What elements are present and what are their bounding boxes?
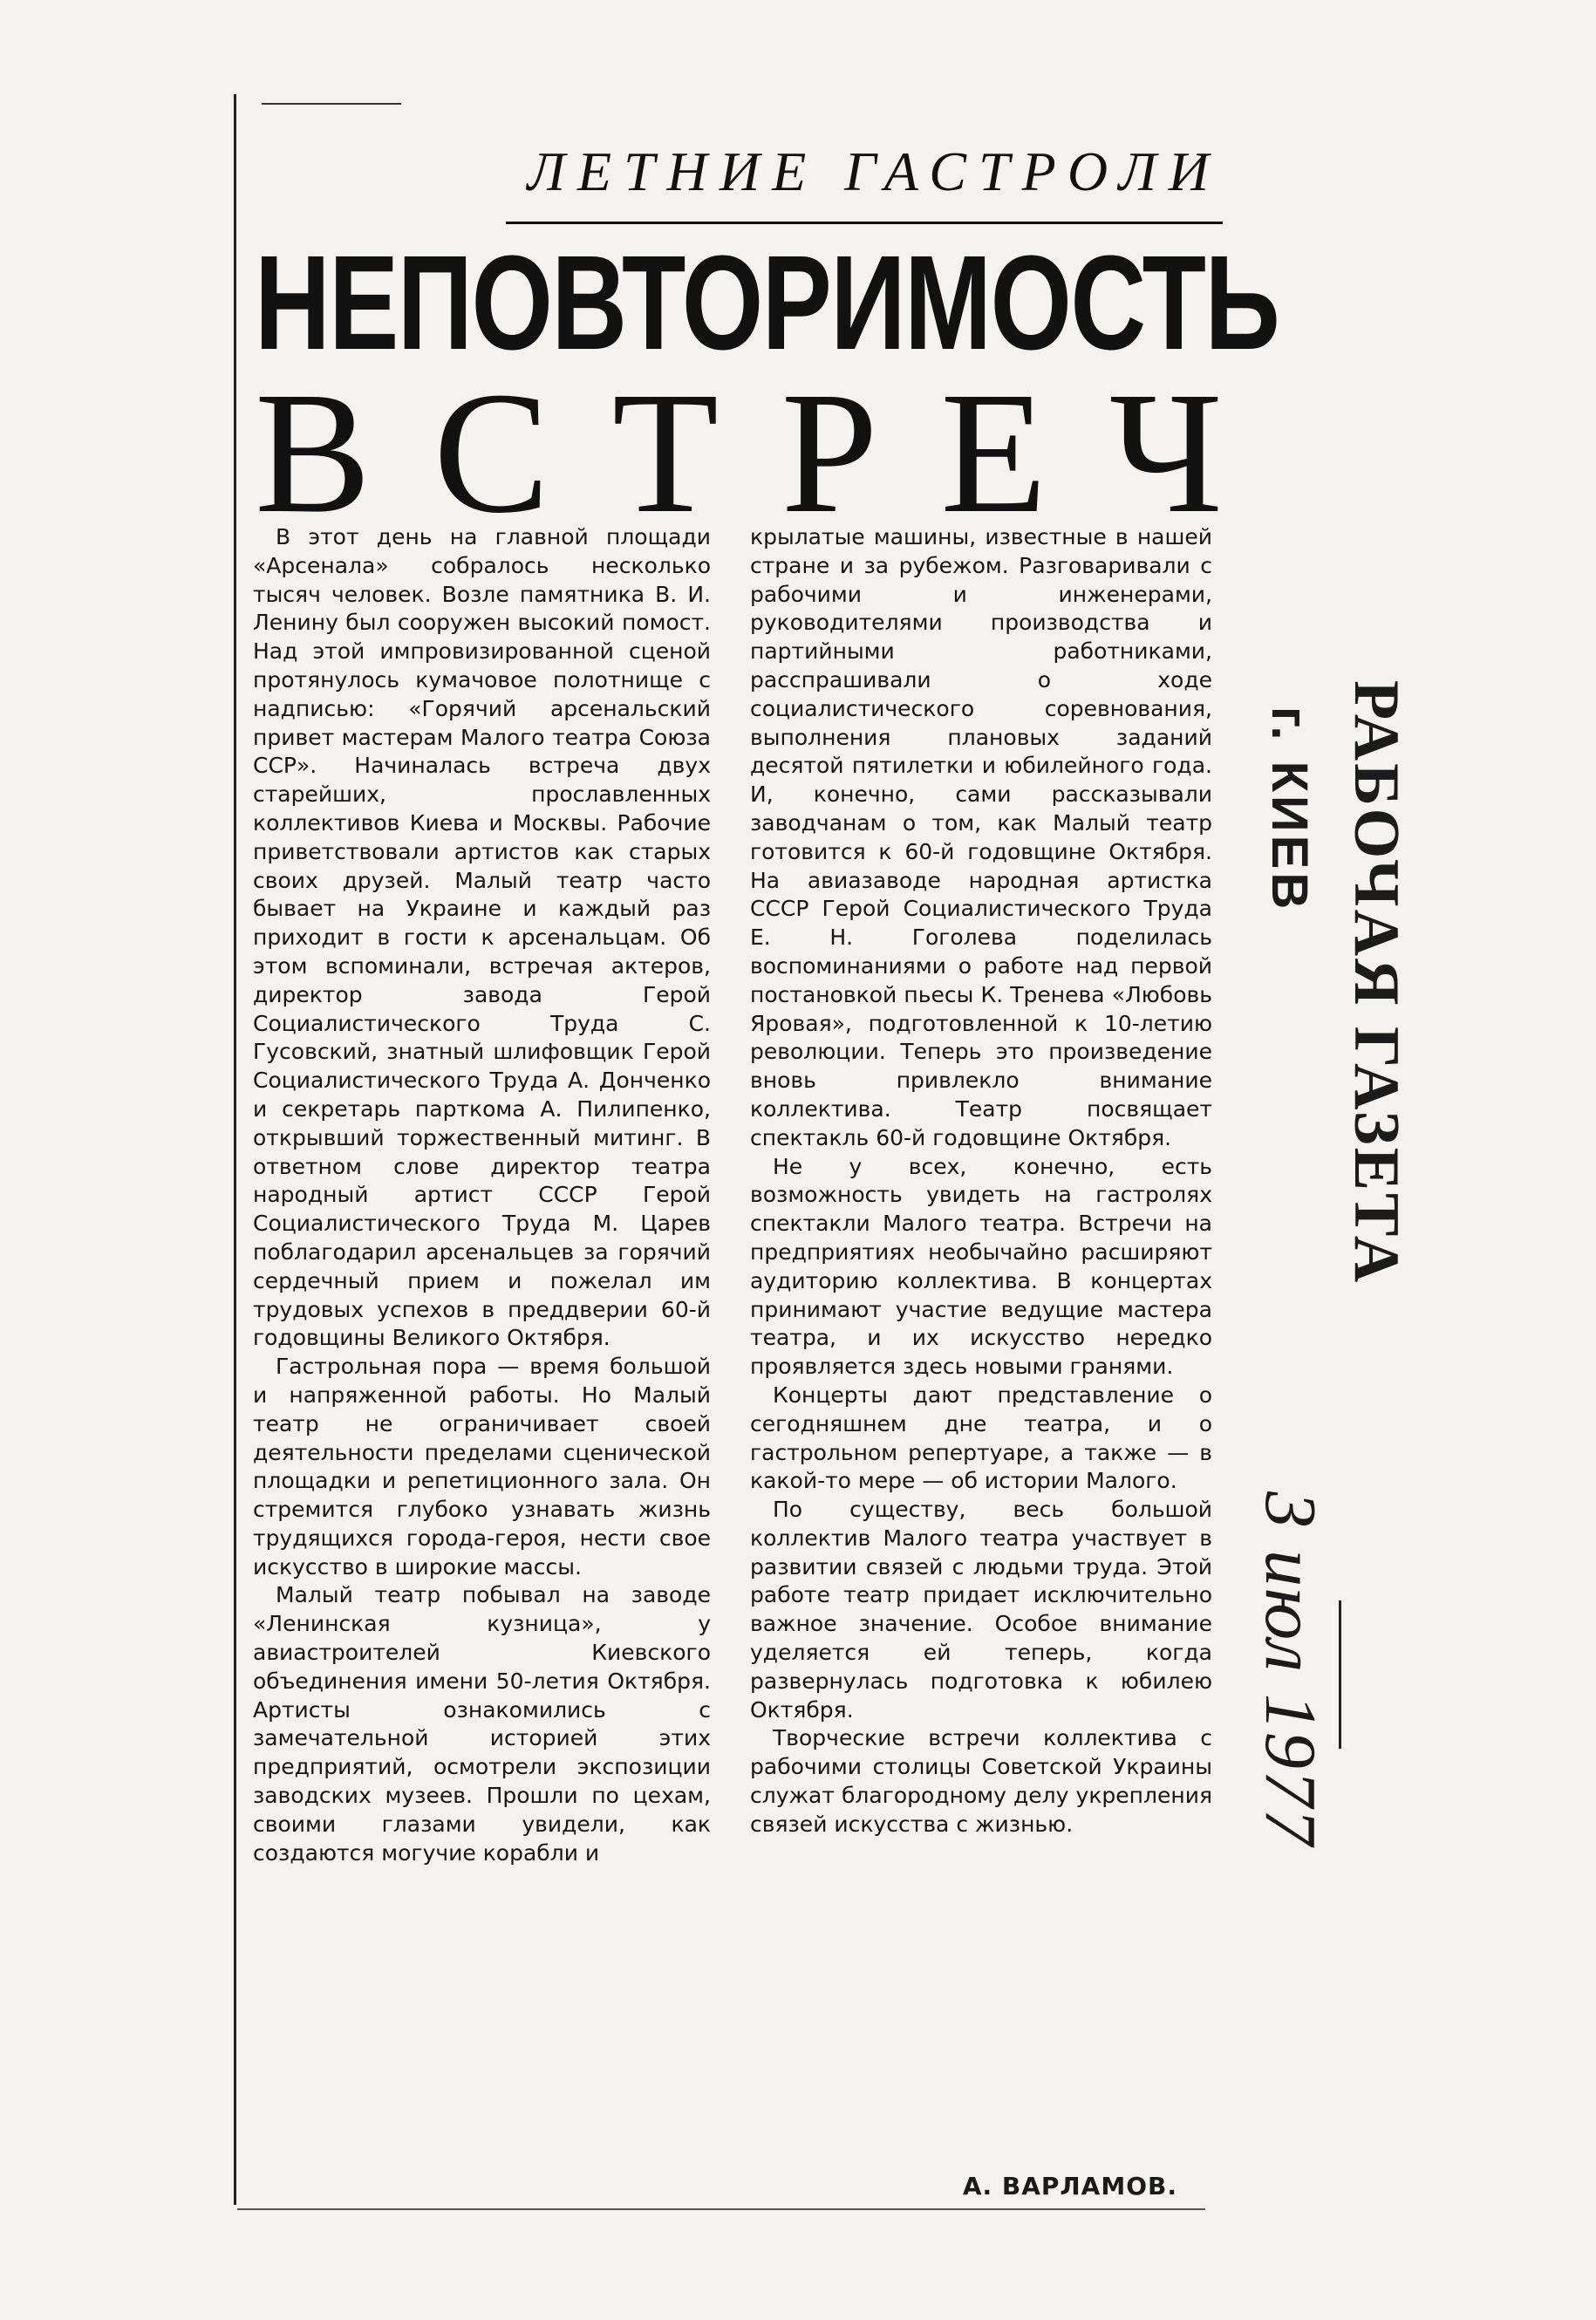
paragraph: Малый театр побывал на заводе «Ленинская кузница», у авиастроителей Киевского объединения имени 50-летия Октября. Артисты ознакомились с замечательной историей этих предприятий, осмотрели экспозиции заводских музеев. Прошли по цехам, своими глазами увидели, как создаются могучие корабли и xyxy=(253,1582,711,1866)
stamp-city: г. КИЕВ xyxy=(1261,706,1318,913)
clipping-left-border xyxy=(234,94,236,2205)
headline-line-2 xyxy=(255,357,1223,549)
article-column-left xyxy=(253,523,711,1867)
stamp-date-underline xyxy=(1339,1600,1341,1749)
paragraph: Гастрольная пора — время большой и напряженной работы. Но Малый театр не ограничивает своей деятельности пределами сценической площадки и репетиционного зала. Он стремится глубоко узнавать жизнь трудящихся города-героя, нести свое искусство в широкие массы. xyxy=(253,1354,711,1580)
headline-letter: С xyxy=(433,357,550,549)
headline-letter: Е xyxy=(940,357,1047,549)
stamp-newspaper-name: РАБОЧАЯ ГАЗЕТА xyxy=(1340,680,1412,1286)
author-signature: А. ВАРЛАМОВ. xyxy=(962,2172,1177,2201)
headline-letter: Р xyxy=(781,357,878,549)
rubric-heading: ЛЕТНИЕ ГАСТРОЛИ xyxy=(527,140,1221,202)
paragraph: Концерты дают представление о сегодняшнем дне театра, и о гастрольном репертуаре, а также — в какой-то мере — об истории Малого. xyxy=(750,1382,1212,1494)
paragraph: Не у всех, конечно, есть возможность увидеть на гастролях спектакли Малого театра. Встречи на предприятиях необычайно расширяют аудиторию коллектива. В концертах принимают участие ведущие мастера театра, и их искусство нередко проявляется здесь новыми гранями. xyxy=(750,1153,1212,1380)
paragraph: По существу, весь большой коллектив Малого театра участвует в развитии связей с людьми труда. Этой работе театр придает исключительно важное значение. Особое внимание уделяется ей теперь, когда развернулась подготовка к юбилею Октября. xyxy=(750,1497,1212,1723)
stamp-date: 3 июл 1977 xyxy=(1250,1491,1331,1847)
paragraph: Творческие встречи коллектива с рабочими столицы Советской Украины служат благородному делу укрепления связей искусства с жизнью. xyxy=(750,1725,1212,1837)
headline-letter: Ч xyxy=(1108,357,1223,549)
clipping-bottom-border xyxy=(237,2208,1205,2210)
paragraph-continued: крылатые машины, известные в нашей стране и за рубежом. Разговаривали с рабочими и инженерами, руководителями производства и партийными работниками, расспрашивали о ходе социалистического соревнования, выполнения плановых заданий десятой пятилетки и юбилейного года. И, конечно, сами рассказывали заводчанам о том, как Малый театр готовится к 60-й годовщине Октября. На авиазаводе народная артистка СССР Герой Социалистического Труда Е. Н. Гоголева поделилась воспоминаниями о работе над первой постановкой пьесы К. Тренева «Любовь Яровая», подготовленной к 10-летию революции. Теперь это произведение вновь привлекло внимание коллектива. Театр посвящает спектакль 60-й годовщине Октября. xyxy=(750,524,1212,1150)
clipping-top-border xyxy=(262,103,401,105)
article-column-right xyxy=(750,523,1212,1839)
rubric-underline xyxy=(506,222,1223,224)
headline-letter: Т xyxy=(611,357,720,549)
paragraph: В этот день на главной площади «Арсенала» собралось несколько тысяч человек. Возле памятника В. И. Ленину был сооружен высокий помост. Над этой импровизированной сценой протянулось кумачовое полотнище с надписью: «Горячий арсенальский привет мастерам Малого театра Союза ССР». Начиналась встреча двух старейших, прославленных коллективов Киева и Москвы. Рабочие приветствовали артистов как старых своих друзей. Малый театр часто бывает на Украине и каждый раз приходит в гости к арсенальцам. Об этом вспоминали, встречая актеров, директор завода Герой Социалистического Труда С. Гусовский, знатный шлифовщик Герой Социалистического Труда А. Донченко и секретарь парткома А. Пилипенко, открывший торжественный митинг. В ответном слове директор театра народный артист СССР Герой Социалистического Труда М. Царев поблагодарил арсенальцев за горячий сердечный прием и пожелал им трудовых успехов в преддверии 60-й годовщины Великого Октября. xyxy=(253,524,711,1351)
headline-line-1: НЕПОВТОРИМОСТЬ xyxy=(255,228,1279,378)
headline-letter: В xyxy=(255,357,372,549)
newspaper-stamp xyxy=(1250,680,1413,1847)
